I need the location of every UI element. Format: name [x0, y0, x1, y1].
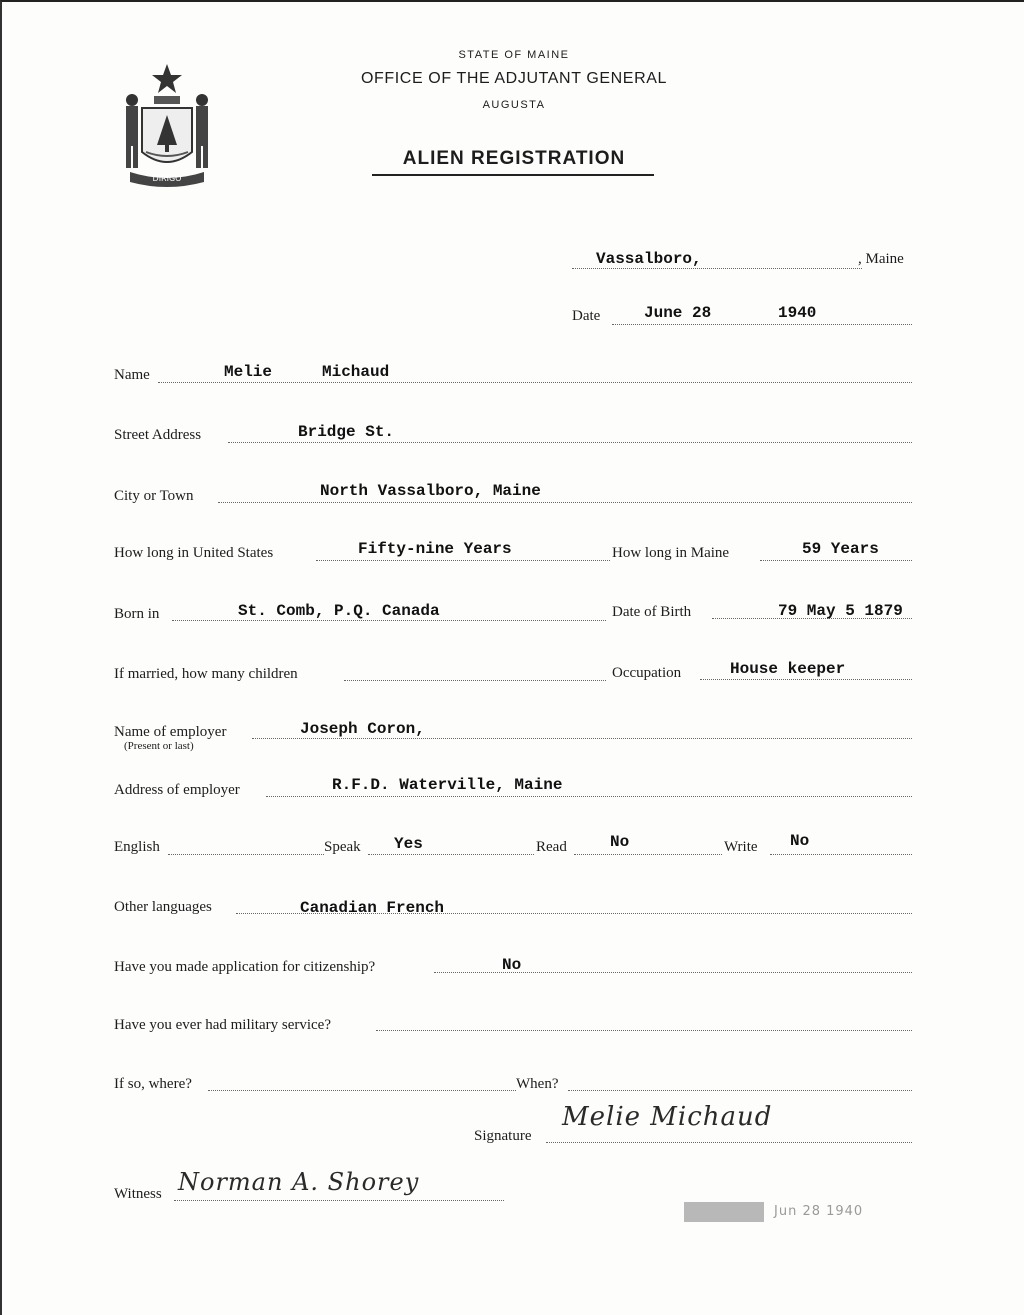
write-value: No: [790, 832, 810, 850]
read-label: Read: [536, 839, 567, 855]
born-in-value: St. Comb, P.Q. Canada: [238, 602, 440, 620]
when-label: When?: [516, 1076, 559, 1092]
city-value: North Vassalboro, Maine: [320, 482, 541, 500]
name-first: Melie: [224, 363, 273, 381]
citizenship-label: Have you made application for citizenship?: [114, 959, 376, 975]
title-underline: [372, 174, 654, 176]
signature-value: Melie Michaud: [562, 1102, 773, 1132]
how-long-maine-value: 59 Years: [802, 540, 879, 558]
dob-value: 79 May 5 1879: [778, 602, 903, 620]
military-label: Have you ever had military service?: [114, 1017, 331, 1033]
header-city: AUGUSTA: [482, 99, 546, 111]
how-long-us-label: How long in United States: [114, 545, 274, 561]
employer-label: Name of employer: [114, 724, 227, 740]
name-label: Name: [114, 367, 150, 383]
date-label: Date: [572, 308, 601, 324]
seal-motto: DIRIGO: [152, 174, 182, 183]
header-state: STATE OF MAINE: [458, 49, 570, 61]
how-long-maine-label: How long in Maine: [612, 545, 730, 561]
where-label: If so, where?: [114, 1076, 192, 1092]
occupation-label: Occupation: [612, 665, 682, 681]
other-languages-value: Canadian French: [300, 899, 445, 917]
witness-value: Norman A. Shorey: [178, 1168, 420, 1196]
speak-label: Speak: [324, 839, 361, 855]
street-value: Bridge St.: [298, 423, 395, 441]
place-value: Vassalboro,: [596, 250, 702, 268]
citizenship-value: No: [502, 956, 522, 974]
english-label: English: [114, 839, 160, 855]
employer-sublabel: (Present or last): [124, 740, 194, 752]
faded-stamp-block: [684, 1202, 764, 1222]
faded-stamp-text: Jun 28 1940: [774, 1204, 864, 1219]
date-month-day: June 28: [644, 304, 712, 322]
dob-label: Date of Birth: [612, 604, 692, 620]
children-label: If married, how many children: [114, 666, 298, 682]
city-label: City or Town: [114, 488, 194, 504]
form-title: ALIEN REGISTRATION: [402, 148, 626, 169]
read-value: No: [610, 833, 630, 851]
signature-label: Signature: [474, 1128, 532, 1144]
occupation-value: House keeper: [730, 660, 846, 678]
header-office: OFFICE OF THE ADJUTANT GENERAL: [360, 70, 668, 87]
street-label: Street Address: [114, 427, 202, 443]
date-year: 1940: [778, 304, 817, 322]
name-last: Michaud: [322, 363, 390, 381]
employer-address-label: Address of employer: [114, 782, 240, 798]
born-in-label: Born in: [114, 606, 160, 622]
speak-value: Yes: [394, 835, 423, 853]
witness-label: Witness: [114, 1186, 162, 1202]
write-label: Write: [724, 839, 758, 855]
employer-address-value: R.F.D. Waterville, Maine: [332, 776, 563, 794]
employer-value: Joseph Coron,: [300, 720, 425, 738]
place-suffix: , Maine: [858, 251, 904, 267]
other-languages-label: Other languages: [114, 899, 212, 915]
how-long-us-value: Fifty-nine Years: [358, 540, 512, 558]
